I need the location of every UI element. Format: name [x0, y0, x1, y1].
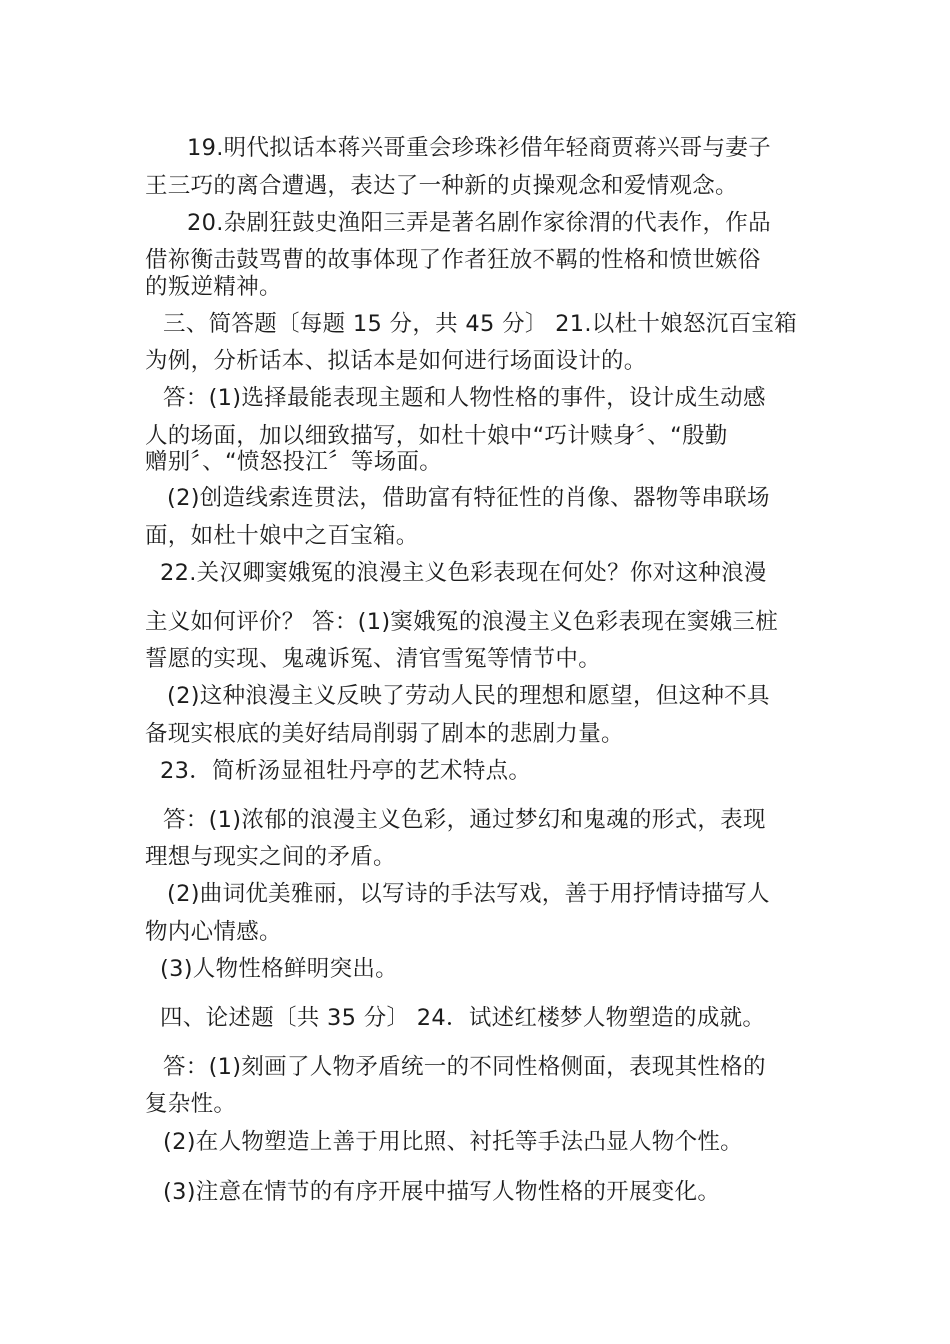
text-line: (3)注意在情节的有序开展中描写人物性格的开展变化。 [163, 1179, 721, 1205]
text-line: 答：(1)刻画了人物矛盾统一的不同性格侧面，表现其性格的 [163, 1054, 766, 1080]
text-line: 答：(1)选择最能表现主题和人物性格的事件，设计成生动感 [163, 385, 766, 411]
text-line: 王三巧的离合遭遇，表达了一种新的贞操观念和爱情观念。 [145, 173, 738, 199]
text-line: (2)创造线索连贯法，借助富有特征性的肖像、器物等串联场 [167, 485, 770, 511]
text-line: 22.关汉卿窦娥冤的浪漫主义色彩表现在何处？你对这种浪漫 [160, 560, 767, 586]
text-line: (2)这种浪漫主义反映了劳动人民的理想和愿望，但这种不具 [167, 683, 770, 709]
text-line: 物内心情感。 [145, 919, 282, 945]
text-line: 备现实根底的美好结局削弱了剧本的悲剧力量。 [145, 721, 624, 747]
text-line: 四、论述题〔共 35 分〕 24．试述红楼梦人物塑造的成就。 [160, 1005, 766, 1031]
text-line: (3)人物性格鲜明突出。 [160, 956, 398, 982]
text-line: (2)在人物塑造上善于用比照、衬托等手法凸显人物个性。 [163, 1129, 743, 1155]
text-line: 借祢衡击鼓骂曹的故事体现了作者狂放不羁的性格和愤世嫉俗 [145, 247, 761, 273]
text-line: 赠别〞、“愤怒投江〞等场面。 [145, 449, 443, 475]
text-line: 面，如杜十娘中之百宝箱。 [145, 523, 419, 549]
text-line: 誓愿的实现、鬼魂诉冤、清官雪冤等情节中。 [145, 646, 602, 672]
text-line: 三、简答题〔每题 15 分，共 45 分〕 21.以杜十娘怒沉百宝箱 [163, 311, 798, 337]
text-line: 理想与现实之间的矛盾。 [145, 844, 396, 870]
text-line: 复杂性。 [145, 1091, 237, 1117]
text-line: 答：(1)浓郁的浪漫主义色彩，通过梦幻和鬼魂的形式，表现 [163, 807, 766, 833]
text-line: 19.明代拟话本蒋兴哥重会珍珠衫借年轻商贾蒋兴哥与妻子 [187, 135, 771, 161]
text-line: 的叛逆精神。 [145, 274, 282, 300]
text-line: 主义如何评价？ 答：(1)窦娥冤的浪漫主义色彩表现在窦娥三桩 [145, 609, 779, 635]
text-line: (2)曲词优美雅丽，以写诗的手法写戏，善于用抒情诗描写人 [167, 881, 770, 907]
text-line: 为例，分析话本、拟话本是如何进行场面设计的。 [145, 348, 647, 374]
text-line: 23．简析汤显祖牡丹亭的艺术特点。 [160, 758, 532, 784]
text-line: 人的场面，加以细致描写，如杜十娘中“巧计赎身〞、“殷勤 [145, 423, 728, 449]
text-line: 20.杂剧狂鼓史渔阳三弄是著名剧作家徐渭的代表作，作品 [187, 210, 771, 236]
